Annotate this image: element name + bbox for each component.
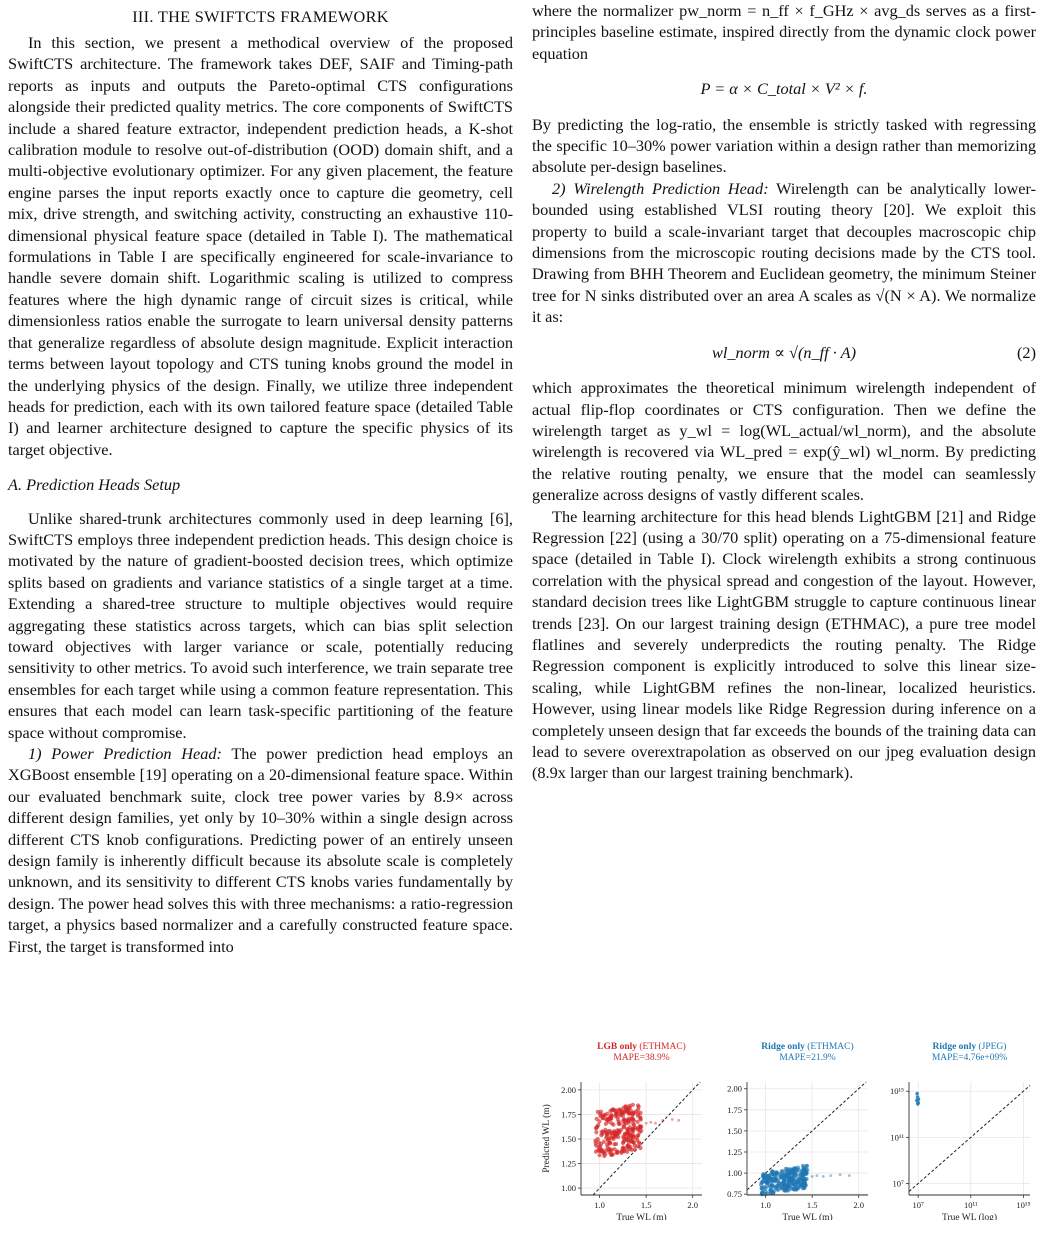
y-tick-label: 10¹⁵ xyxy=(889,1086,904,1097)
panel-mape: MAPE=21.9% xyxy=(779,1053,836,1063)
wirelength-head-paragraph xyxy=(532,178,1036,328)
scatter-point xyxy=(636,1103,640,1107)
x-tick-label: 1.0 xyxy=(760,1200,771,1210)
power-head-text: The power prediction head employs an XGBoost ensemble [19] operating on a 20-dimensional feature space. Within our evaluated benchmark suite, clock tree power varies by 8.9× across different design families, yet only by 10–30% within a single design across different CTS knob configurations. Predicting power of an entirely unseen design family is inherently difficult because its absolute scale is completely unknown, and its sensitivity to different CTS knobs varies fundamentally by design. The power head solves this with three mechanisms: a ratio-regression target, a physics based normalizer and a carefully constructed feature space. First, the target is transformed into xyxy=(8,744,513,956)
x-tick-label: 10¹¹ xyxy=(964,1200,978,1210)
x-axis-label: True WL (log) xyxy=(941,1213,998,1220)
scatter-point xyxy=(594,1130,598,1134)
scatter-point xyxy=(616,1117,620,1121)
y-axis-label: Predicted WL (m) xyxy=(542,1104,552,1173)
scatter-point xyxy=(621,1114,625,1118)
scatter-point xyxy=(601,1129,605,1133)
scatter-point xyxy=(761,1174,765,1178)
wirelength-head-heading: 2) Wirelength Prediction Head: xyxy=(552,178,769,198)
panel-mape: MAPE=38.9% xyxy=(613,1053,670,1063)
scatter-point xyxy=(605,1118,609,1122)
scatter-point xyxy=(631,1140,635,1144)
power-head-heading: 1) Power Prediction Head: xyxy=(28,744,222,763)
scatter-point xyxy=(617,1122,621,1126)
scatter-point xyxy=(765,1184,769,1188)
y-tick-label: 1.50 xyxy=(727,1125,742,1136)
wirelength-target-paragraph: which approximates the theoretical minimum wirelength independent of actual flip-flop coordinates or CTS configuration. Then we define the wirelength target as y_wl = log(WL_actual/wl_norm), and the absolute wirelength is recovered via WL_pred = exp(ŷ_wl) wl_norm. By predicting the relative routing penalty, we ensure that the model can seamlessly generalize across designs of vastly different scales. xyxy=(532,378,1036,505)
scatter-point xyxy=(803,1184,807,1188)
scatter-point xyxy=(786,1176,790,1180)
scatter-point xyxy=(785,1180,789,1184)
panel-title xyxy=(597,1041,686,1052)
scatter-point xyxy=(802,1167,806,1171)
x-tick-label: 1.0 xyxy=(594,1200,605,1210)
scatter-point xyxy=(791,1182,795,1186)
panel-title-design: (ETHMAC) xyxy=(807,1042,854,1052)
scatter-point xyxy=(637,1140,641,1144)
scatter-point xyxy=(769,1172,773,1176)
right-column xyxy=(532,0,1036,784)
scatter-point xyxy=(778,1172,782,1176)
scatter-point xyxy=(662,1119,665,1122)
y-tick-label: 1.00 xyxy=(727,1168,742,1179)
scatter-figure xyxy=(532,1010,1036,1220)
scatter-point xyxy=(597,1119,601,1123)
x-tick-label: 1.5 xyxy=(806,1200,818,1210)
architecture-paragraph: The learning architecture for this head blends LightGBM [21] and Ridge Regression [22] (using a 30/70 split) operating on a 75-dimensional feature space (detailed in Table I). Clock wirelength exhibits a strong continuous correlation with the physical spread and congestion of the layout. However, standard decision trees like LightGBM struggle to capture continuous linear trends [23]. On our largest training design (ETHMAC), a pure tree model flatlines and severely underpredicts the routing penalty. The Ridge Regression component is explicitly introduced to solve this linear size-scaling, while LightGBM refines the non-linear, localized heuristics. However, using linear models like Ridge Regression during inference on a completely unseen design that far exceeds the bounds of the training data can lead to severe overextrapolation as observed on our jpeg evaluation design (8.9x larger than our largest training benchmark). xyxy=(532,506,1036,783)
x-tick-label: 2.0 xyxy=(687,1200,699,1210)
scatter-point xyxy=(601,1116,605,1120)
intro-paragraph: In this section, we present a methodical overview of the proposed SwiftCTS architecture. The framework takes DEF, SAIF and Timing-path reports as inputs and outputs the Pareto-optimal CTS configurations alongside their predicted quality metrics. The core components of SwiftCTS include a shared feature extractor, independent prediction heads, a K-shot calibration module to resolve out-of-distribution (OOD) domain shift, and a multi-objective evolutionary optimizer. For any given placement, the feature engine parses the input reports exactly once to capture die geometry, cell mix, drive strength, and switching activity, constructing an exhaustive 110-dimensional physical feature space (detailed in Table I). The mathematical formulations in Table I are specifically engineered for scale-invariance to handle severe domain shift. Logarithmic scaling is utilized to compress features where the high dynamic range of circuit sizes is critical, while dimensionless ratios enable the surrogate to learn universal density patterns that generalize regardless of absolute design magnitude. Explicit interaction terms between layout topology and CTS tuning knobs ground the model in the underlying physics of the design. Finally, we utilize three independent heads for prediction, each with its own tailored feature space (detailed Table I) and learner architecture designed to capture the specific physics of its target objective. xyxy=(8,33,513,459)
scatter-point xyxy=(839,1173,842,1176)
scatter-point xyxy=(917,1097,921,1101)
section-title: III. THE SWIFTCTS FRAMEWORK xyxy=(132,7,389,26)
scatter-point xyxy=(609,1116,613,1120)
scatter-point xyxy=(801,1173,805,1177)
scatter-point xyxy=(636,1112,640,1116)
y-tick-label: 2.00 xyxy=(727,1083,742,1094)
scatter-point xyxy=(599,1110,603,1114)
scatter-point xyxy=(654,1122,657,1125)
scatter-point xyxy=(628,1145,632,1149)
scatter-point xyxy=(638,1124,642,1128)
scatter-point xyxy=(793,1178,797,1182)
scatter-point xyxy=(607,1150,611,1154)
wirelength-equation-body: wl_norm ∝ √(n_ff · A) xyxy=(711,342,857,362)
scatter-point xyxy=(633,1148,637,1152)
comparison-figure xyxy=(532,1010,1036,1220)
left-column xyxy=(8,0,513,957)
scatter-point xyxy=(776,1179,780,1183)
heads-paragraph: Unlike shared-trunk architectures commonly used in deep learning [6], SwiftCTS employs three independent prediction heads. This design choice is motivated by the nature of gradient-boosted decision trees, which optimize splits based on gradients and variance statistics of a single target at a time. Extending a shared-tree structure to multiple objectives would require aggregating these statistics across targets, which can bias split selection toward objectives with larger variance or scale, potentially reducing sensitivity to other metrics. To avoid such interference, we train separate tree ensembles for each target while using a common feature representation. This ensures that each model can learn task-specific partitioning of the feature space without compromise. xyxy=(8,508,513,742)
scatter-point xyxy=(608,1141,612,1145)
scatter-point xyxy=(791,1187,795,1191)
power-equation: P = α × C_total × V² × f. xyxy=(700,79,868,99)
scatter-point xyxy=(677,1119,680,1122)
scatter-point xyxy=(782,1175,786,1179)
scatter-point xyxy=(773,1185,777,1189)
scatter-point xyxy=(628,1119,632,1123)
scatter-point xyxy=(596,1123,600,1127)
panel-title-design: (ETHMAC) xyxy=(639,1042,686,1052)
scatter-point xyxy=(627,1107,631,1111)
y-tick-label: 1.25 xyxy=(561,1158,576,1169)
scatter-point xyxy=(645,1122,648,1125)
scatter-point xyxy=(811,1175,814,1178)
panel-title-model: Ridge only xyxy=(932,1042,979,1052)
scatter-point xyxy=(593,1139,597,1143)
x-axis-label: True WL (m) xyxy=(616,1213,667,1220)
normalizer-paragraph: where the normalizer pw_norm = n_ff × f_GHz × avg_ds serves as a first-principles baseline estimate, inspired directly from the dynamic clock power equation xyxy=(532,1,1036,63)
panel-title xyxy=(933,1041,1007,1052)
y-tick-label: 1.50 xyxy=(561,1133,576,1144)
scatter-point xyxy=(829,1174,832,1177)
log-ratio-paragraph: By predicting the log-ratio, the ensemble is strictly tasked with regressing the specific 10–30% power variation within a design rather than memorizing absolute per-design baselines. xyxy=(532,114,1036,177)
panel-title-model: Ridge only xyxy=(761,1042,808,1052)
scatter-point xyxy=(612,1131,616,1135)
y-tick-label: 10¹¹ xyxy=(890,1132,904,1143)
y-tick-label: 1.25 xyxy=(727,1146,742,1157)
scatter-point xyxy=(613,1147,617,1151)
scatter-point xyxy=(597,1149,601,1153)
scatter-point xyxy=(604,1122,608,1126)
scatter-point xyxy=(848,1174,851,1177)
subsection-title: A. Prediction Heads Setup xyxy=(8,475,181,495)
panel-title-design: (JPEG) xyxy=(978,1042,1007,1052)
scatter-point xyxy=(622,1124,626,1128)
scatter-point xyxy=(622,1138,626,1142)
scatter-point xyxy=(766,1180,770,1184)
scatter-point xyxy=(782,1188,786,1192)
x-tick-label: 2.0 xyxy=(853,1200,865,1210)
scatter-point xyxy=(631,1111,635,1115)
scatter-point xyxy=(639,1117,643,1121)
scatter-point xyxy=(793,1166,797,1170)
scatter-point xyxy=(622,1110,626,1114)
scatter-point xyxy=(627,1127,631,1131)
panel-mape: MAPE=4.76e+09% xyxy=(931,1053,1008,1063)
scatter-point xyxy=(760,1181,764,1185)
wirelength-head-text: Wirelength can be analytically lower-bounded using established VLSI routing theory [20]. We exploit this property to build a scale-invariant target that decouples macroscopic chip dimensions from the microscopic routing decisions made by the CTS tool. Drawing from BHH Theorem and Euclidean geometry, the minimum Steiner tree for N sinks distributed over an area A scales as √(N × A). We normalize it as: xyxy=(532,178,1036,327)
scatter-point xyxy=(629,1134,633,1138)
scatter-point xyxy=(916,1102,920,1106)
scatter-point xyxy=(760,1192,764,1196)
scatter-point xyxy=(915,1092,919,1096)
scatter-point xyxy=(611,1137,615,1141)
identity-line xyxy=(909,1085,1030,1191)
y-tick-label: 1.75 xyxy=(727,1104,742,1115)
y-tick-label: 1.00 xyxy=(561,1183,576,1194)
scatter-point xyxy=(769,1177,773,1181)
scatter-point xyxy=(636,1133,640,1137)
y-tick-label: 0.75 xyxy=(727,1189,742,1200)
power-head-paragraph xyxy=(8,743,513,957)
panel-title-model: LGB only xyxy=(597,1042,640,1052)
x-axis-label: True WL (m) xyxy=(782,1213,833,1220)
y-tick-label: 10⁷ xyxy=(892,1178,904,1189)
scatter-point xyxy=(598,1153,602,1157)
scatter-point xyxy=(796,1186,800,1190)
panel-title xyxy=(761,1041,853,1052)
scatter-point xyxy=(604,1136,608,1140)
scatter-point xyxy=(610,1108,614,1112)
wirelength-equation xyxy=(532,342,1036,363)
x-tick-label: 1.5 xyxy=(640,1200,652,1210)
scatter-point xyxy=(815,1174,818,1177)
scatter-point xyxy=(632,1123,636,1127)
scatter-point xyxy=(622,1149,626,1153)
scatter-point xyxy=(611,1123,615,1127)
scatter-point xyxy=(612,1142,616,1146)
scatter-point xyxy=(597,1145,601,1149)
x-tick-label: 10¹⁵ xyxy=(1016,1200,1031,1210)
x-tick-label: 10⁷ xyxy=(912,1200,924,1210)
scatter-point xyxy=(783,1184,787,1188)
scatter-point xyxy=(631,1126,635,1130)
scatter-point xyxy=(790,1170,794,1174)
scatter-point xyxy=(787,1184,791,1188)
scatter-point xyxy=(602,1154,606,1158)
y-tick-label: 2.00 xyxy=(561,1084,576,1095)
scatter-point xyxy=(649,1121,652,1124)
equation-number: (2) xyxy=(1017,342,1036,362)
scatter-point xyxy=(822,1175,825,1178)
scatter-point xyxy=(614,1112,618,1116)
scatter-point xyxy=(671,1118,674,1121)
scatter-point xyxy=(615,1131,619,1135)
scatter-point xyxy=(605,1112,609,1116)
y-tick-label: 1.75 xyxy=(561,1109,576,1120)
